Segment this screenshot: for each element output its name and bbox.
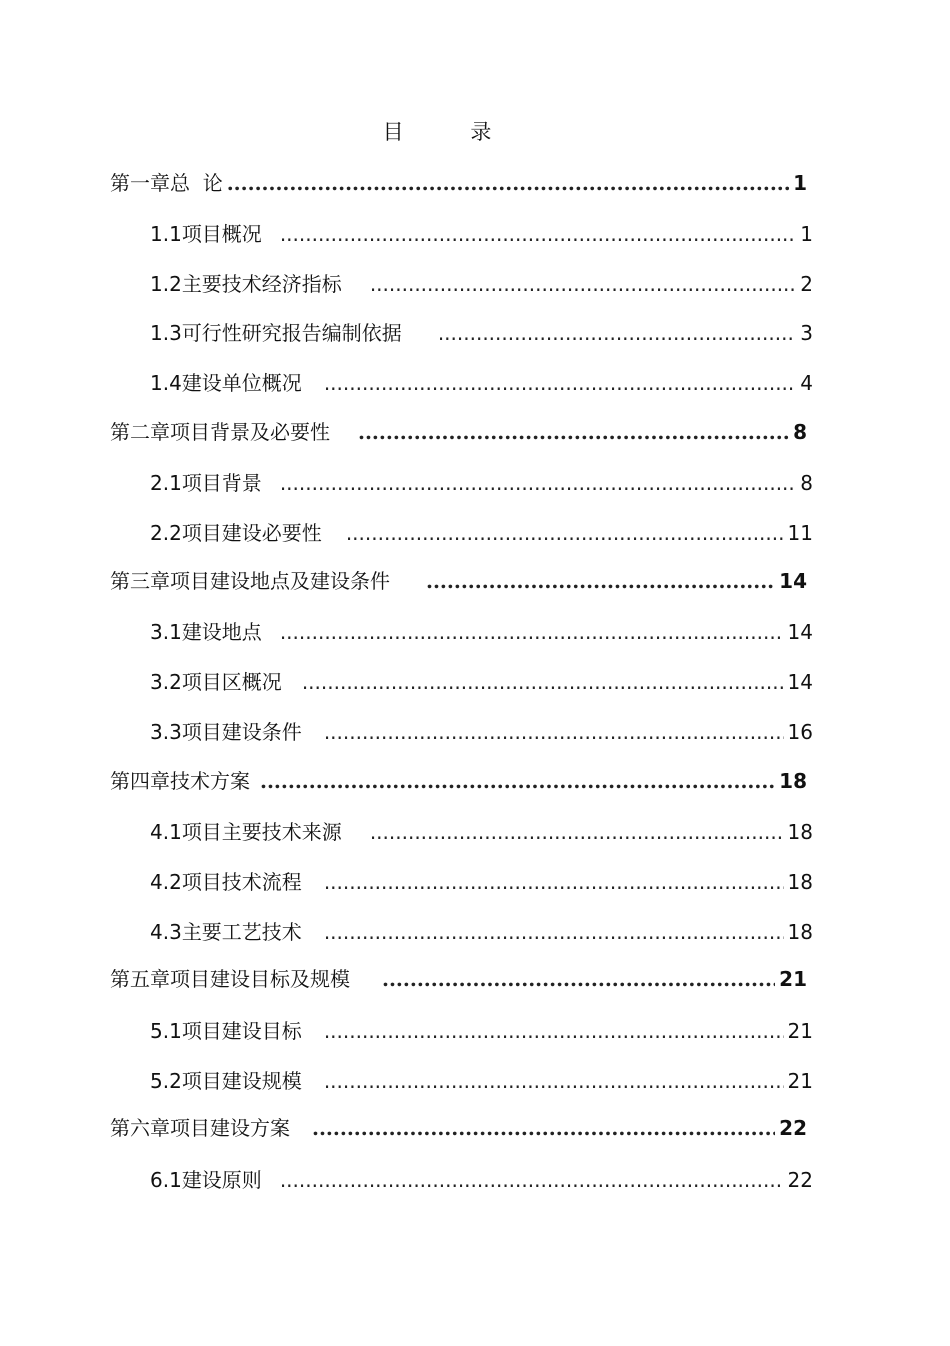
toc-entry-title: 项目建设目标 [181, 1019, 302, 1043]
toc-entry-title: 建设原则 [181, 1168, 262, 1192]
toc-page-number: 14 [787, 670, 813, 694]
toc-entry-title: 项目背景 [181, 471, 262, 495]
toc-section-number: 1.2 [150, 272, 182, 296]
toc-page-number: 18 [787, 920, 813, 944]
toc-page-number: 21 [779, 967, 807, 991]
toc-entry-title: 技术方案 [170, 769, 250, 793]
toc-page-number: 8 [800, 471, 813, 495]
toc-entry[interactable] [110, 416, 807, 446]
toc-page-number: 4 [800, 371, 813, 395]
toc-page-number: 16 [787, 720, 813, 744]
toc-page-number: 18 [787, 820, 813, 844]
toc-entry-title: 项目建设规模 [181, 1069, 302, 1093]
toc-entry[interactable] [150, 666, 813, 696]
toc-leader-dots [324, 870, 784, 894]
toc-entry-title: 项目概况 [181, 222, 262, 246]
toc-entry[interactable] [150, 816, 813, 846]
toc-entry[interactable] [110, 565, 807, 595]
toc-leader-dots [324, 720, 784, 744]
toc-section-number: 3.3 [150, 720, 182, 744]
toc-entry[interactable] [150, 467, 813, 497]
toc-entry[interactable] [150, 716, 813, 746]
toc-section-number: 3.1 [150, 620, 182, 644]
toc-entry-title: 建设单位概况 [181, 371, 302, 395]
toc-entry[interactable] [150, 616, 813, 646]
toc-chapter-label: 第三章 [110, 569, 170, 593]
toc-entry[interactable] [110, 167, 807, 197]
toc-page-number: 8 [793, 420, 807, 444]
toc-leader-dots [358, 420, 789, 444]
toc-entry-title: 项目区概况 [181, 670, 282, 694]
toc-entry[interactable] [150, 1015, 813, 1045]
toc-page-number: 11 [787, 521, 813, 545]
toc-entry[interactable] [150, 1065, 813, 1095]
toc-page-number: 1 [793, 171, 807, 195]
toc-entry[interactable] [150, 317, 813, 347]
toc-page-number: 22 [787, 1168, 813, 1192]
toc-page-number: 21 [787, 1069, 813, 1093]
toc-entry[interactable] [110, 963, 807, 993]
toc-section-number: 2.2 [150, 521, 182, 545]
toc-chapter-label: 第一章 [110, 171, 170, 195]
toc-chapter-label: 第五章 [110, 967, 170, 991]
toc-entry[interactable] [150, 517, 813, 547]
toc-chapter-label: 第六章 [110, 1116, 170, 1140]
toc-entry[interactable] [110, 1112, 807, 1142]
toc-entry-title: 项目背景及必要性 [170, 420, 330, 444]
toc-title: 目 录 [382, 120, 522, 144]
toc-entry-title: 项目建设地点及建设条件 [170, 569, 390, 593]
toc-entry-title: 项目建设条件 [181, 720, 302, 744]
toc-entry-title: 项目建设必要性 [181, 521, 322, 545]
toc-leader-dots [280, 471, 796, 495]
toc-page-number: 22 [779, 1116, 807, 1140]
toc-entry-title: 主要技术经济指标 [181, 272, 342, 296]
toc-section-number: 2.1 [150, 471, 182, 495]
toc-section-number: 3.2 [150, 670, 182, 694]
toc-leader-dots [324, 1019, 784, 1043]
toc-section-number: 5.2 [150, 1069, 182, 1093]
toc-leader-dots [370, 820, 784, 844]
toc-leader-dots [280, 222, 796, 246]
toc-entry-title: 主要工艺技术 [181, 920, 302, 944]
toc-leader-dots [280, 620, 784, 644]
toc-leader-dots [324, 920, 784, 944]
toc-entry[interactable] [110, 765, 807, 795]
toc-leader-dots [324, 1069, 784, 1093]
toc-page-number: 14 [779, 569, 807, 593]
toc-entry-title: 项目主要技术来源 [181, 820, 342, 844]
toc-section-number: 4.2 [150, 870, 182, 894]
toc-leader-dots [370, 272, 796, 296]
toc-leader-dots [346, 521, 784, 545]
toc-entry[interactable] [150, 367, 813, 397]
toc-leader-dots [227, 171, 789, 195]
toc-section-number: 4.1 [150, 820, 182, 844]
toc-page-number: 3 [800, 321, 813, 345]
toc-entry[interactable] [150, 866, 813, 896]
toc-entry-title: 项目建设方案 [170, 1116, 290, 1140]
toc-entry-title: 可行性研究报告编制依据 [181, 321, 402, 345]
toc-leader-dots [426, 569, 775, 593]
toc-page-number: 18 [779, 769, 807, 793]
toc-page-number: 1 [800, 222, 813, 246]
toc-section-number: 1.4 [150, 371, 182, 395]
toc-entry-title: 总 论 [170, 171, 223, 195]
toc-leader-dots [438, 321, 796, 345]
toc-page-number: 18 [787, 870, 813, 894]
toc-page-number: 2 [800, 272, 813, 296]
toc-entry-title: 项目技术流程 [181, 870, 302, 894]
toc-page-number: 21 [787, 1019, 813, 1043]
toc-entry[interactable] [150, 268, 813, 298]
toc-entry[interactable] [150, 1164, 813, 1194]
toc-section-number: 5.1 [150, 1019, 182, 1043]
toc-leader-dots [260, 769, 775, 793]
toc-leader-dots [280, 1168, 784, 1192]
toc-leader-dots [324, 371, 796, 395]
toc-chapter-label: 第二章 [110, 420, 170, 444]
toc-section-number: 1.3 [150, 321, 182, 345]
toc-section-number: 6.1 [150, 1168, 182, 1192]
toc-entry-title: 建设地点 [181, 620, 262, 644]
toc-leader-dots [302, 670, 784, 694]
toc-section-number: 1.1 [150, 222, 182, 246]
toc-page-number: 14 [787, 620, 813, 644]
toc-leader-dots [382, 967, 775, 991]
toc-entry-title: 项目建设目标及规模 [170, 967, 350, 991]
toc-section-number: 4.3 [150, 920, 182, 944]
toc-entry[interactable] [150, 218, 813, 248]
toc-chapter-label: 第四章 [110, 769, 170, 793]
toc-leader-dots [312, 1116, 775, 1140]
toc-entry[interactable] [150, 916, 813, 946]
